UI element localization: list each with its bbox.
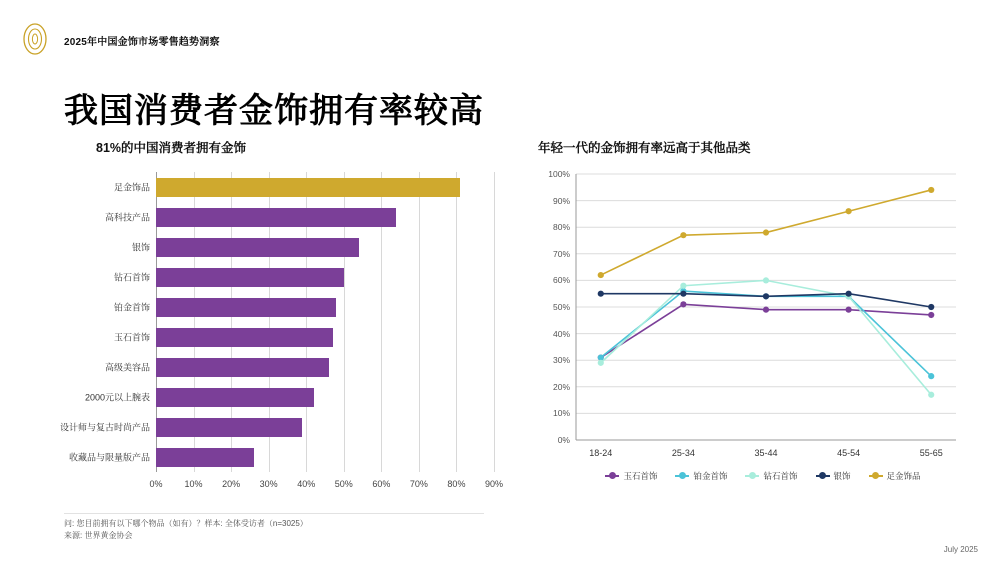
line-data-point xyxy=(928,373,934,379)
line-data-point xyxy=(763,307,769,313)
bar-category-label: 收藏品与限量版产品 xyxy=(68,452,150,463)
legend-swatch-icon xyxy=(745,475,759,477)
line-x-tick: 35-44 xyxy=(754,448,778,458)
bar-x-tick: 40% xyxy=(297,479,316,489)
legend-label: 足金饰品 xyxy=(886,471,921,481)
bar-fill xyxy=(156,268,344,287)
legend-item[interactable] xyxy=(745,470,797,482)
legend-item[interactable] xyxy=(675,470,727,482)
line-chart-panel xyxy=(538,138,968,508)
footnote-divider xyxy=(64,513,484,514)
line-data-point xyxy=(680,283,686,289)
legend-label: 钻石首饰 xyxy=(763,471,798,481)
bar-x-tick: 80% xyxy=(447,479,466,489)
legend-dot-icon xyxy=(679,472,686,479)
legend-label: 铂金首饰 xyxy=(693,471,728,481)
footnote-question: 问: 您目前拥有以下哪个物品（如有）？样本: 全体受访者（n=3025） xyxy=(64,519,308,528)
line-data-point xyxy=(680,232,686,238)
bar-fill xyxy=(156,448,254,467)
line-data-point xyxy=(598,354,604,360)
legend-dot-icon xyxy=(609,472,616,479)
bar-x-tick: 90% xyxy=(484,479,504,489)
bar-x-tick: 0% xyxy=(149,479,163,489)
footnote-source: 来源: 世界黄金协会 xyxy=(64,530,133,540)
bar-x-tick: 50% xyxy=(334,479,353,489)
line-data-point xyxy=(763,277,769,283)
line-y-tick: 40% xyxy=(552,328,570,339)
line-x-tick: 55-65 xyxy=(919,448,943,458)
bar-row xyxy=(113,298,494,317)
line-x-tick: 25-34 xyxy=(671,448,695,458)
bar-row xyxy=(104,208,494,227)
line-data-point xyxy=(598,272,604,278)
bar-fill xyxy=(156,178,460,197)
bar-category-label: 钻石首饰 xyxy=(113,272,150,283)
legend-dot-icon xyxy=(872,472,879,479)
bar-fill xyxy=(156,238,359,257)
line-data-point xyxy=(928,187,934,193)
bar-chart-panel xyxy=(59,138,504,508)
line-data-point xyxy=(846,307,852,313)
bar-row xyxy=(113,268,494,287)
legend-label: 银饰 xyxy=(833,471,851,481)
bar-category-label: 设计师与复古时尚产品 xyxy=(59,422,150,433)
line-data-point xyxy=(680,291,686,297)
bar-row xyxy=(131,238,494,257)
line-data-point xyxy=(680,301,686,307)
line-data-point xyxy=(598,360,604,366)
line-data-point xyxy=(846,291,852,297)
line-data-point xyxy=(928,312,934,318)
line-y-tick: 60% xyxy=(552,275,570,286)
bar-category-label: 玉石首饰 xyxy=(113,332,150,343)
line-data-point xyxy=(763,229,769,235)
line-chart-title: 年轻一代的金饰拥有率远高于其他品类 xyxy=(538,141,751,155)
bar-row xyxy=(84,388,494,407)
line-y-tick: 10% xyxy=(552,408,570,419)
bar-fill xyxy=(156,358,329,377)
line-chart xyxy=(538,166,968,466)
legend-swatch-icon xyxy=(816,475,830,477)
line-y-tick: 30% xyxy=(552,355,570,366)
line-y-tick: 90% xyxy=(552,195,570,206)
bar-category-label: 高级美容品 xyxy=(104,362,150,373)
line-data-point xyxy=(928,304,934,310)
legend-label: 玉石首饰 xyxy=(623,471,658,481)
bar-chart-title: 81%的中国消费者拥有金饰 xyxy=(96,141,247,155)
line-y-tick: 0% xyxy=(557,435,570,445)
bar-fill xyxy=(156,418,302,437)
bar-x-tick: 10% xyxy=(184,479,203,489)
line-chart-svg xyxy=(538,166,968,466)
bar-fill xyxy=(156,328,333,347)
bar-category-label: 铂金首饰 xyxy=(113,302,150,313)
header-title: 2025年中国金饰市场零售趋势洞察 xyxy=(64,37,220,48)
line-data-point xyxy=(928,392,934,398)
line-y-tick: 20% xyxy=(552,381,570,392)
bar-row xyxy=(113,328,494,347)
page-title: 我国消费者金饰拥有率较高 xyxy=(64,92,484,130)
bar-x-tick: 70% xyxy=(409,479,428,489)
legend-swatch-icon xyxy=(675,475,689,477)
bar-row xyxy=(104,358,494,377)
bar-row xyxy=(59,418,494,437)
slide-date: July 2025 xyxy=(943,545,978,554)
legend-item[interactable] xyxy=(869,470,921,482)
legend-swatch-icon xyxy=(869,475,883,477)
bar-category-label: 2000元以上腕表 xyxy=(84,392,150,403)
bar-chart xyxy=(59,166,504,496)
legend-swatch-icon xyxy=(605,475,619,477)
legend-item[interactable] xyxy=(816,470,851,482)
bar-fill xyxy=(156,298,336,317)
line-data-point xyxy=(763,293,769,299)
bar-category-label: 银饰 xyxy=(131,242,150,253)
bar-x-tick: 60% xyxy=(372,479,391,489)
line-chart-legend xyxy=(558,470,968,482)
slide-header xyxy=(0,0,1000,62)
bar-category-label: 高科技产品 xyxy=(104,212,150,223)
line-x-tick: 18-24 xyxy=(589,448,613,458)
bar-x-tick: 20% xyxy=(222,479,241,489)
bar-row xyxy=(113,178,494,197)
gold-ring-logo-icon xyxy=(18,22,52,56)
bar-row xyxy=(68,448,494,467)
line-y-tick: 80% xyxy=(552,222,570,233)
bar-x-tick: 30% xyxy=(259,479,278,489)
line-data-point xyxy=(598,291,604,297)
bar-grid-line xyxy=(494,172,495,472)
bar-category-label: 足金饰品 xyxy=(113,182,150,193)
footnote xyxy=(64,518,308,541)
legend-item[interactable] xyxy=(605,470,657,482)
line-y-tick: 100% xyxy=(548,169,570,179)
line-x-tick: 45-54 xyxy=(837,448,861,458)
line-y-tick: 70% xyxy=(552,248,570,259)
line-data-point xyxy=(846,208,852,214)
legend-dot-icon xyxy=(819,472,826,479)
bar-fill xyxy=(156,208,396,227)
bar-fill xyxy=(156,388,314,407)
legend-dot-icon xyxy=(749,472,756,479)
line-y-tick: 50% xyxy=(552,302,570,312)
